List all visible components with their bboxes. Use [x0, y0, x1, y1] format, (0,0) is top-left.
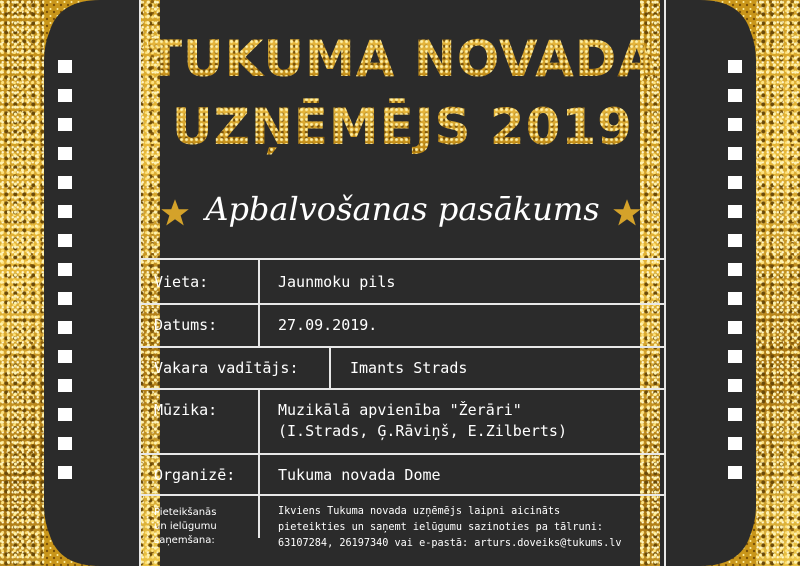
column-divider — [258, 388, 260, 538]
value-organizer: Tukuma novada Dome — [278, 466, 441, 484]
value-music-line2: (I.Strads, Ģ.Rāviņš, E.Zilberts) — [278, 422, 567, 440]
label-organizer: Organizē: — [154, 466, 236, 484]
label-registration-line3: saņemšana: — [154, 535, 215, 546]
table-row-divider — [140, 388, 665, 390]
film-holes-left — [58, 60, 72, 495]
label-music: Mūzika: — [154, 401, 218, 419]
label-date: Datums: — [154, 316, 218, 334]
table-row-divider — [140, 494, 665, 496]
star-icon — [612, 198, 642, 228]
value-registration-line3: 63107284, 26197340 vai e-pastā: arturs.doveiks@tukums.lv — [278, 538, 622, 549]
value-registration-line2: pieteikties un saņemt ielūgumu sazinoties pa tālruni: — [278, 522, 604, 533]
column-divider — [329, 346, 331, 388]
label-registration-line1: Pieteikšanās — [154, 507, 217, 518]
label-venue: Vieta: — [154, 273, 209, 291]
value-registration-line1: Ikviens Tukuma novada uzņēmējs laipni aicināts — [278, 506, 561, 517]
label-host: Vakara vadītājs: — [154, 359, 299, 377]
title-line-1: TUKUMA NOVADA — [140, 30, 665, 88]
value-venue: Jaunmoku pils — [278, 273, 396, 291]
column-divider — [258, 258, 260, 346]
table-row-divider — [140, 346, 665, 348]
value-date: 27.09.2019. — [278, 316, 378, 334]
table-row-divider — [140, 303, 665, 305]
label-registration-line2: un ielūgumu — [154, 521, 217, 532]
title-line-2: UZŅĒMĒJS 2019 — [140, 98, 665, 156]
value-host: Imants Strads — [350, 359, 468, 377]
table-row-divider — [140, 258, 665, 260]
film-holes-right — [728, 60, 742, 495]
subtitle: Apbalvošanas pasākums — [205, 190, 600, 228]
table-row-divider — [140, 453, 665, 455]
value-music-line1: Muzikālā apvienība "Žerāri" — [278, 401, 522, 419]
